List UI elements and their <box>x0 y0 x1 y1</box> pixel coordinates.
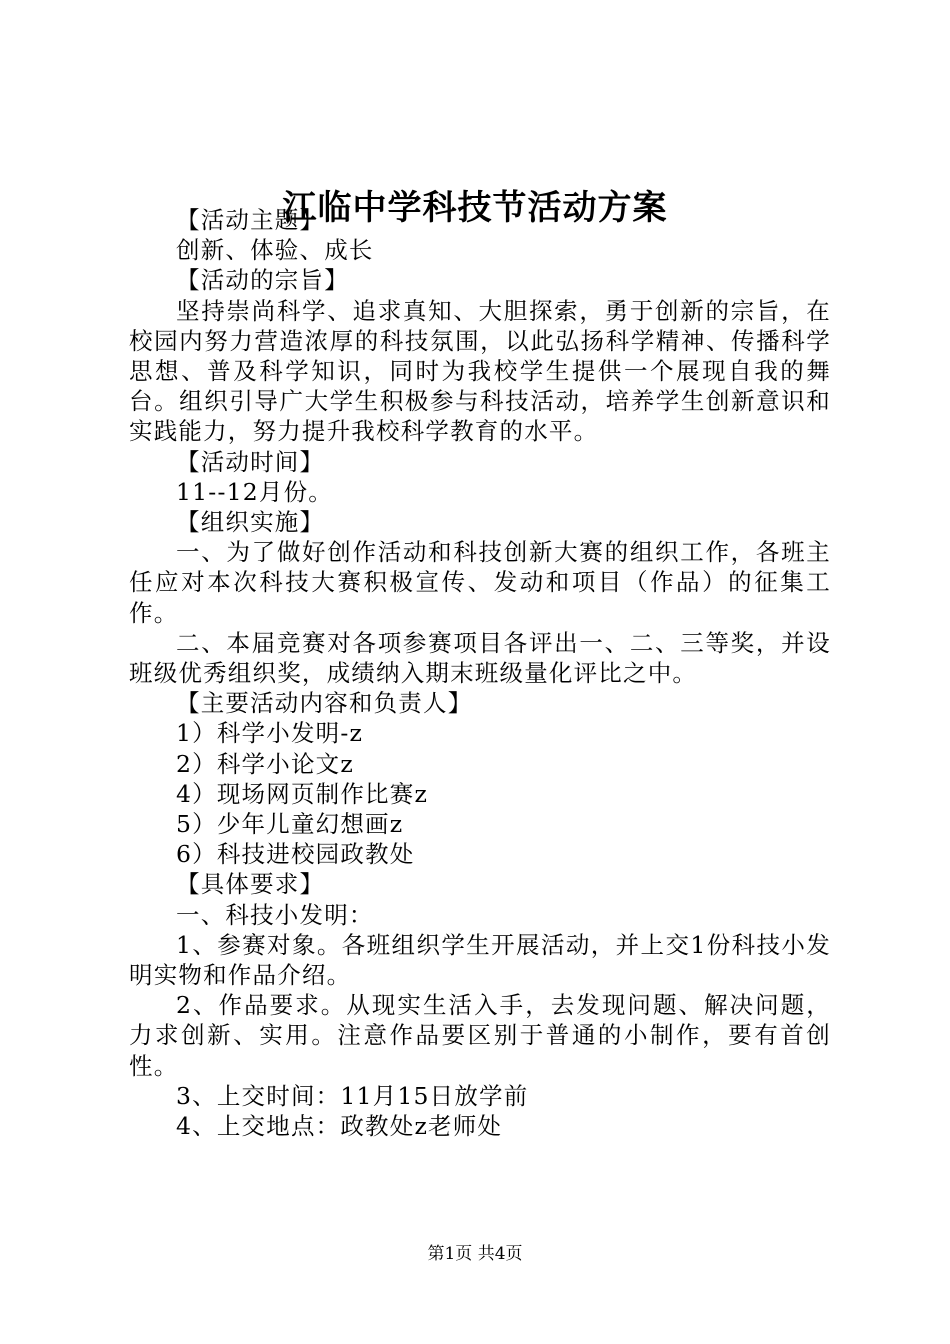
heading-theme: 【活动主题】 <box>176 206 325 234</box>
paragraph-requirement-2: 2、作品要求。从现实生活入手，去发现问题、解决问题，力求创新、实用。注意作品要区别于普通的小制作，要有首创性。 <box>129 991 831 1080</box>
list-item: 6）科技进校园政教处 <box>176 840 415 869</box>
heading-time: 【活动时间】 <box>176 447 325 476</box>
list-item: 2）科学小论文z <box>176 749 354 778</box>
page-number: 第1页 共4页 <box>427 1244 523 1264</box>
paragraph-theme: 创新、体验、成长 <box>176 236 374 265</box>
heading-requirements: 【具体要求】 <box>176 870 325 899</box>
heading-organization: 【组织实施】 <box>176 508 325 537</box>
paragraph-requirement-3: 3、上交时间：11月15日放学前 <box>176 1081 529 1110</box>
document-body <box>129 205 831 1141</box>
paragraph-requirement-1: 1、参赛对象。各班组织学生开展活动，并上交1份科技小发明实物和作品介绍。 <box>129 930 831 990</box>
list-item: 1）科学小发明-z <box>176 719 364 748</box>
paragraph-time: 11--12月份。 <box>176 477 333 506</box>
paragraph-requirement-4: 4、上交地点：政教处z老师处 <box>176 1112 503 1141</box>
document-title: 江临中学科技节活动方案 <box>282 188 668 228</box>
list-item: 4）现场网页制作比赛z <box>176 779 429 808</box>
subheading-invention: 一、科技小发明： <box>176 900 374 929</box>
heading-purpose: 【活动的宗旨】 <box>176 266 349 295</box>
paragraph-purpose: 坚持崇尚科学、追求真知、大胆探索，勇于创新的宗旨，在校园内努力营造浓厚的科技氛围，以此弘扬科学精神、传播科学思想、普及科学知识，同时为我校学生提供一个展现自我的舞台。组织引导广大学生积极参与科技活动，培养学生创新意识和实践能力，努力提升我校科学教育的水平。 <box>129 296 831 446</box>
paragraph-organization-2: 二、本届竞赛对各项参赛项目各评出一、二、三等奖，并设班级优秀组织奖，成绩纳入期末班级量化评比之中。 <box>129 628 831 688</box>
list-item: 5）少年儿童幻想画z <box>176 810 404 839</box>
paragraph-organization-1: 一、为了做好创作活动和科技创新大赛的组织工作，各班主任应对本次科技大赛积极宣传、发动和项目（作品）的征集工作。 <box>129 538 831 627</box>
heading-activities: 【主要活动内容和负责人】 <box>176 689 473 718</box>
